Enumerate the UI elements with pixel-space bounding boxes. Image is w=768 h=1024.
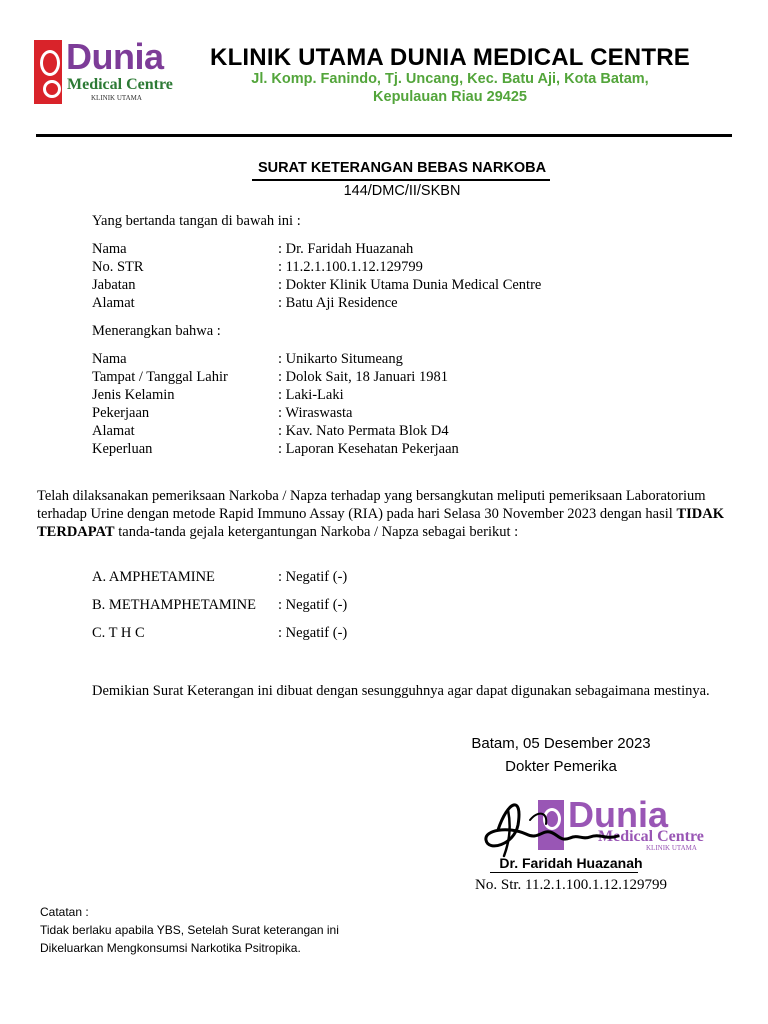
finding-text: Telah dilaksanakan pemeriksaan Narkoba / Napza terhadap yang bersangkutan meliputi pemeriksaan Laboratorium terhadap Urine dengan metode Rapid Immuno Assay (RIA) pada hari Selasa 30 November 2023 dengan hasil bbox=[37, 488, 706, 522]
note-title: Catatan : bbox=[40, 905, 89, 919]
closing-paragraph bbox=[37, 682, 737, 700]
field-label: Nama bbox=[92, 351, 127, 367]
field-label: Jenis Kelamin bbox=[92, 387, 175, 403]
signer-name: Dr. Faridah Huazanah bbox=[499, 855, 643, 871]
clinic-name: KLINIK UTAMA DUNIA MEDICAL CENTRE bbox=[210, 44, 690, 71]
field-value: : Laporan Kesehatan Pekerjaan bbox=[278, 441, 459, 457]
note-line: Tidak berlaku apabila YBS, Setelah Surat keterangan ini bbox=[40, 923, 339, 937]
finding-text-end: tanda-tanda gejala ketergantungan Narkoba / Napza sebagai berikut : bbox=[114, 524, 519, 540]
field-label: Alamat bbox=[92, 423, 135, 439]
signer-str-number: No. Str. 11.2.1.100.1.12.129799 bbox=[475, 877, 667, 893]
field-label: Nama bbox=[92, 241, 127, 257]
stamp-tagline: KLINIK UTAMA bbox=[646, 844, 697, 852]
field-value: : Dr. Faridah Huazanah bbox=[278, 241, 414, 257]
document-title: SURAT KETERANGAN BEBAS NARKOBA bbox=[257, 160, 547, 176]
signer-underline bbox=[490, 872, 638, 873]
field-value: : Dokter Klinik Utama Dunia Medical Centre bbox=[278, 277, 542, 293]
logo-subtitle: Medical Centre bbox=[67, 76, 173, 93]
place-date: Batam, 05 Desember 2023 bbox=[471, 735, 651, 752]
stamp-subtitle: Medical Centre bbox=[598, 828, 704, 845]
test-result: : Negatif (-) bbox=[278, 597, 348, 613]
title-underline bbox=[252, 179, 550, 181]
field-value: : Laki-Laki bbox=[278, 387, 344, 403]
field-value: : 11.2.1.100.1.12.129799 bbox=[278, 259, 423, 275]
test-name: B. METHAMPHETAMINE bbox=[92, 597, 256, 613]
logo-brand: Dunia bbox=[66, 36, 164, 77]
finding-emphasis: TIDAK TERDAPAT bbox=[37, 506, 724, 540]
medical-cross-icon bbox=[34, 40, 62, 104]
handwritten-signature bbox=[478, 790, 638, 860]
field-label: Pekerjaan bbox=[92, 405, 150, 421]
field-label: Keperluan bbox=[92, 441, 153, 457]
signer-role: Dokter Pemerika bbox=[505, 758, 617, 775]
field-value: : Wiraswasta bbox=[278, 405, 353, 421]
clinic-address-line2: Kepulauan Riau 29425 bbox=[373, 89, 527, 105]
test-result: : Negatif (-) bbox=[278, 569, 348, 585]
finding-paragraph bbox=[37, 487, 737, 541]
test-name: A. AMPHETAMINE bbox=[92, 569, 215, 585]
field-label: Jabatan bbox=[92, 277, 136, 293]
intro-text: Yang bertanda tangan di bawah ini : bbox=[92, 213, 301, 229]
clinic-logo bbox=[34, 38, 174, 106]
logo-tagline: KLINIK UTAMA bbox=[91, 94, 142, 102]
closing-text: Demikian Surat Keterangan ini dibuat dengan sesungguhnya agar dapat digunakan sebagaimana mestinya. bbox=[92, 683, 710, 699]
note-line: Dikeluarkan Mengkonsumsi Narkotika Psitropika. bbox=[40, 941, 301, 955]
document-number: 144/DMC/II/SKBN bbox=[343, 183, 461, 199]
test-result: : Negatif (-) bbox=[278, 625, 348, 641]
stamp-brand: Dunia bbox=[568, 794, 669, 835]
field-value: : Kav. Nato Permata Blok D4 bbox=[278, 423, 449, 439]
header-divider bbox=[36, 134, 732, 137]
field-value: : Dolok Sait, 18 Januari 1981 bbox=[278, 369, 448, 385]
field-label: No. STR bbox=[92, 259, 144, 275]
states-text: Menerangkan bahwa : bbox=[92, 323, 221, 339]
field-label: Tampat / Tanggal Lahir bbox=[92, 369, 228, 385]
test-name: C. T H C bbox=[92, 625, 145, 641]
field-value: : Unikarto Situmeang bbox=[278, 351, 403, 367]
field-label: Alamat bbox=[92, 295, 135, 311]
clinic-address-line1: Jl. Komp. Fanindo, Tj. Uncang, Kec. Batu Aji, Kota Batam, bbox=[251, 71, 649, 87]
field-value: : Batu Aji Residence bbox=[278, 295, 398, 311]
